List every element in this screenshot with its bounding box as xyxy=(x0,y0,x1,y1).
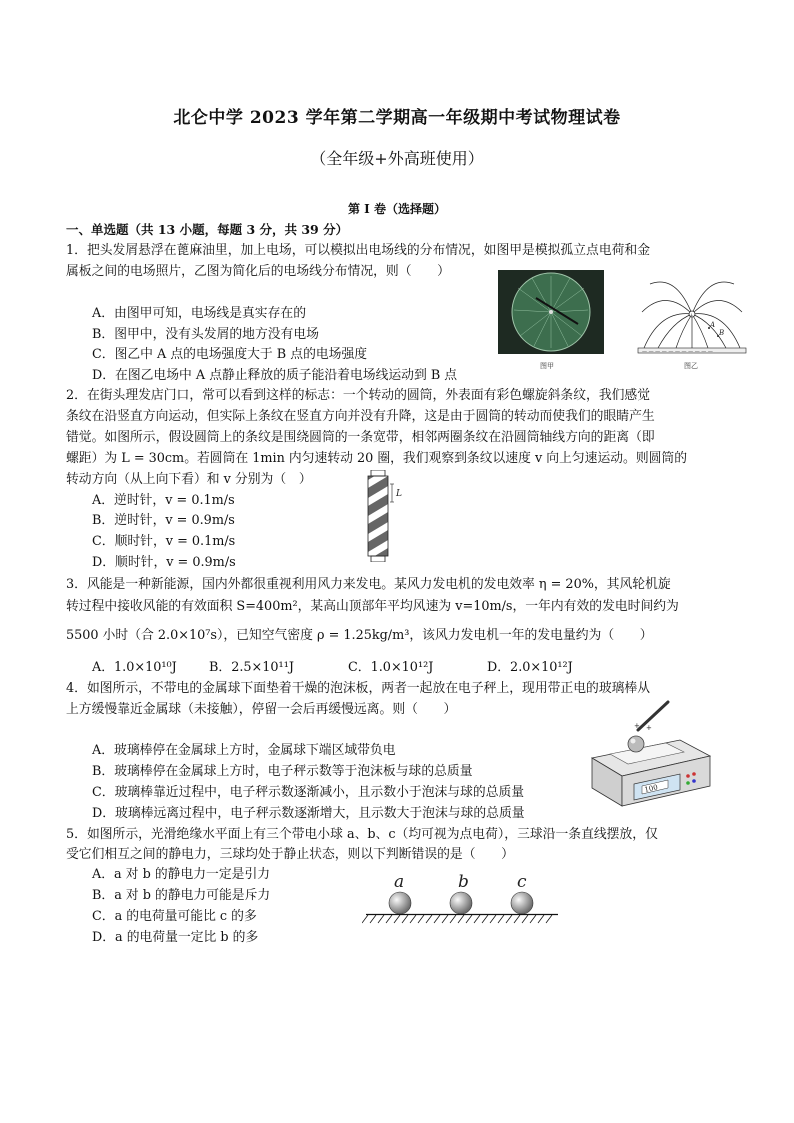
question-4-option-d: D．玻璃棒远离过程中，电子秤示数逐渐增大，且示数大于泡沫与球的总质量 xyxy=(92,806,525,821)
point-b-label: B xyxy=(719,329,725,337)
point-a-label: A xyxy=(710,321,716,329)
question-3-option-a: A．1.0×10¹⁰J xyxy=(92,660,177,675)
barber-pole-diagram xyxy=(362,470,410,562)
ball-a-label: a xyxy=(394,872,405,892)
figure-caption: 图甲 xyxy=(540,362,554,370)
question-5-option-b: B．a 对 b 的静电力可能是斥力 xyxy=(92,888,271,903)
section-heading: 一、单选题（共 13 小题，每题 3 分，共 39 分） xyxy=(66,222,349,237)
question-3-option-b: B．2.5×10¹¹J xyxy=(209,660,294,675)
question-5-option-d: D．a 的电荷量一定比 b 的多 xyxy=(92,930,259,945)
question-2-text: 转动方向（从上向下看）和 v 分别为（ ） xyxy=(66,472,312,487)
question-1-text: 1．把头发屑悬浮在蓖麻油里，加上电场，可以模拟出电场线的分布情况，如图甲是模拟孤立点电荷和金 xyxy=(66,243,651,258)
svg-text:+: + xyxy=(634,722,640,730)
question-3-option-d: D．2.0×10¹²J xyxy=(487,660,573,675)
field-line-photo xyxy=(498,270,604,354)
figure-caption: 图乙 xyxy=(684,362,698,370)
question-2-option-a: A．逆时针，v = 0.1m/s xyxy=(92,493,235,508)
page-subtitle: （全年级+外高班使用） xyxy=(310,149,484,168)
question-4-option-a: A．玻璃棒停在金属球上方时，金属球下端区域带负电 xyxy=(92,743,396,758)
svg-text:+: + xyxy=(646,724,652,732)
svg-text:+: + xyxy=(689,312,694,319)
question-2-text: 错觉。如图所示，假设圆筒上的条纹是围绕圆筒的一条宽带，相邻两圈条纹在沿圆筒轴线方向的距离（即 xyxy=(66,430,655,445)
electronic-scale-diagram xyxy=(584,700,714,812)
question-2-text: 2．在街头理发店门口，常可以看到这样的标志：一个转动的圆筒，外表面有彩色螺旋斜条纹，我们感觉 xyxy=(66,388,651,403)
question-2-text: 条纹在沿竖直方向运动，但实际上条纹在竖直方向并没有升降，这是由于圆筒的转动而使我们的眼睛产生 xyxy=(66,409,655,424)
question-3-option-c: C．1.0×10¹²J xyxy=(348,660,434,675)
question-4-option-b: B．玻璃棒停在金属球上方时，电子秤示数等于泡沫板与球的总质量 xyxy=(92,764,473,779)
field-line-diagram xyxy=(636,270,748,354)
ball-b-label: b xyxy=(458,872,469,892)
part-heading: 第 I 卷（选择题） xyxy=(348,202,446,216)
question-2-text: 螺距）为 L = 30cm。若圆筒在 1min 内匀速转动 20 圈，我们观察到条纹以速度 v 向上匀速运动。则圆筒的 xyxy=(66,451,688,466)
question-4-option-c: C．玻璃棒靠近过程中，电子秤示数逐渐减小，且示数小于泡沫与球的总质量 xyxy=(92,785,525,800)
question-5-option-c: C．a 的电荷量可能比 c 的多 xyxy=(92,909,257,924)
question-1-option-a: A．由图甲可知，电场线是真实存在的 xyxy=(92,306,306,321)
question-4-text: 4．如图所示，不带电的金属球下面垫着干燥的泡沫板，两者一起放在电子秤上，现用带正电的玻璃棒从 xyxy=(66,681,651,696)
question-3-text: 5500 小时（合 2.0×10⁷s），已知空气密度 ρ = 1.25kg/m³，该风力发电机一年的发电量约为（ ） xyxy=(66,628,653,643)
question-4-text: 上方缓慢靠近金属球（未接触），停留一会后再缓慢远离。则（ ） xyxy=(66,702,457,717)
question-5-text: 受它们相互之间的静电力，三球均处于静止状态，则以下判断错误的是（ ） xyxy=(66,847,514,862)
pitch-label: L xyxy=(396,489,402,499)
question-5-option-a: A．a 对 b 的静电力一定是引力 xyxy=(92,867,271,882)
three-balls-diagram xyxy=(362,868,562,928)
question-1-text: 属板之间的电场照片，乙图为简化后的电场线分布情况，则（ ） xyxy=(66,264,450,279)
question-2-option-c: C．顺时针，v = 0.1m/s xyxy=(92,534,236,549)
svg-text:— — — — — — — — — — —: — — — — — — — — — — — xyxy=(642,348,713,354)
question-1-option-d: D．在图乙电场中 A 点静止释放的质子能沿着电场线运动到 B 点 xyxy=(92,368,458,383)
question-3-text: 3．风能是一种新能源，国内外都很重视利用风力来发电。某风力发电机的发电效率 η = 20%，其风轮机旋 xyxy=(66,577,671,592)
question-3-text: 转过程中接收风能的有效面积 S=400m²，某高山顶部年平均风速为 v=10m/s，一年内有效的发电时间约为 xyxy=(66,599,679,614)
ball-c-label: c xyxy=(517,872,527,892)
question-1-option-b: B．图甲中，没有头发屑的地方没有电场 xyxy=(92,327,319,342)
question-2-option-b: B．逆时针，v = 0.9m/s xyxy=(92,513,235,528)
question-1-option-c: C．图乙中 A 点的电场强度大于 B 点的电场强度 xyxy=(92,347,368,362)
scale-reading: 100 xyxy=(643,783,659,794)
page-title: 北仑中学 2023 学年第二学期高一年级期中考试物理试卷 xyxy=(173,108,621,128)
question-2-option-d: D．顺时针，v = 0.9m/s xyxy=(92,555,236,570)
question-5-text: 5．如图所示，光滑绝缘水平面上有三个带电小球 a、b、c（均可视为点电荷），三球沿一条直线摆放，仅 xyxy=(66,827,658,842)
